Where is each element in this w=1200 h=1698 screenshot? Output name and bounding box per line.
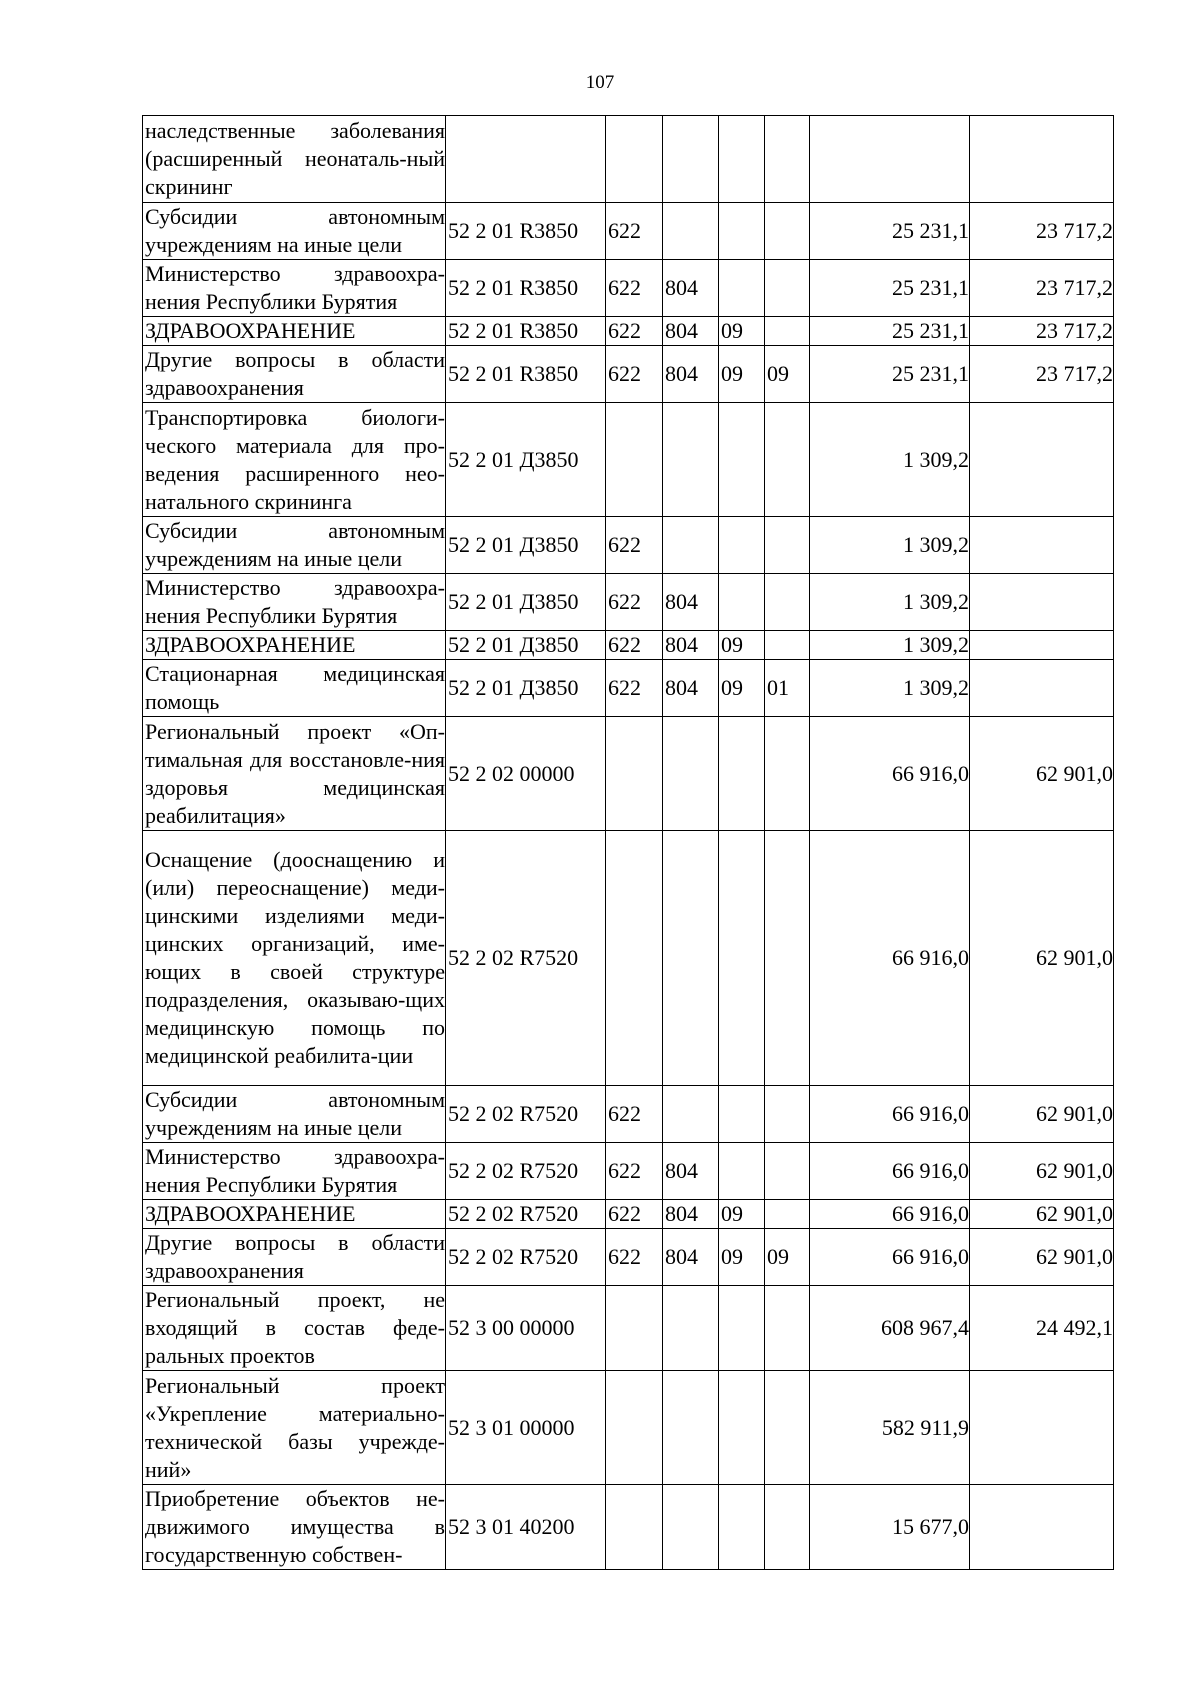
- row-rz-cell: [719, 574, 765, 631]
- row-code-cell: 52 2 01 Д3850: [446, 574, 606, 631]
- row-rz-cell: [719, 1371, 765, 1485]
- row-vr-cell: 622: [606, 203, 663, 260]
- row-amount-year2-cell: 62 901,0: [970, 831, 1114, 1086]
- row-pr-cell: [765, 1286, 810, 1371]
- table-row: [143, 1200, 1114, 1229]
- row-ved-cell: [663, 717, 719, 831]
- row-ved-cell: 804: [663, 631, 719, 660]
- row-pr-cell: [765, 631, 810, 660]
- row-pr-cell: [765, 1143, 810, 1200]
- row-pr-cell: [765, 1371, 810, 1485]
- row-rz-cell: [719, 1086, 765, 1143]
- row-rz-cell: [719, 1485, 765, 1570]
- row-ved-cell: 804: [663, 1200, 719, 1229]
- row-pr-cell: [765, 1485, 810, 1570]
- row-code-cell: [446, 116, 606, 203]
- row-amount-year1-cell: 66 916,0: [810, 1086, 970, 1143]
- row-amount-year2-cell: 23 717,2: [970, 203, 1114, 260]
- row-code-cell: 52 2 01 R3850: [446, 346, 606, 403]
- row-amount-year2-cell: [970, 574, 1114, 631]
- row-rz-cell: 09: [719, 1229, 765, 1286]
- table-row: [143, 403, 1114, 517]
- row-vr-cell: 622: [606, 1086, 663, 1143]
- row-rz-cell: 09: [719, 1200, 765, 1229]
- row-amount-year1-cell: 608 967,4: [810, 1286, 970, 1371]
- row-name-cell: Министерство здравоохра-нения Республики Бурятия: [143, 1143, 446, 1200]
- row-ved-cell: 804: [663, 1143, 719, 1200]
- table-row: [143, 346, 1114, 403]
- row-pr-cell: [765, 517, 810, 574]
- row-vr-cell: [606, 1485, 663, 1570]
- row-name-cell: Другие вопросы в области здравоохранения: [143, 346, 446, 403]
- table-row: [143, 517, 1114, 574]
- row-ved-cell: [663, 1286, 719, 1371]
- table-row: [143, 317, 1114, 346]
- row-vr-cell: 622: [606, 517, 663, 574]
- row-code-cell: 52 2 02 R7520: [446, 1200, 606, 1229]
- row-vr-cell: 622: [606, 1229, 663, 1286]
- row-amount-year2-cell: [970, 1371, 1114, 1485]
- row-ved-cell: [663, 517, 719, 574]
- row-amount-year2-cell: 62 901,0: [970, 1143, 1114, 1200]
- row-vr-cell: 622: [606, 660, 663, 717]
- row-amount-year2-cell: 62 901,0: [970, 1200, 1114, 1229]
- row-code-cell: 52 2 02 00000: [446, 717, 606, 831]
- row-pr-cell: 01: [765, 660, 810, 717]
- row-amount-year2-cell: [970, 403, 1114, 517]
- row-amount-year2-cell: [970, 1485, 1114, 1570]
- row-code-cell: 52 2 01 R3850: [446, 260, 606, 317]
- row-amount-year1-cell: 1 309,2: [810, 574, 970, 631]
- page-number: 107: [585, 72, 615, 93]
- row-pr-cell: [765, 317, 810, 346]
- row-amount-year2-cell: [970, 660, 1114, 717]
- row-ved-cell: [663, 1485, 719, 1570]
- row-amount-year2-cell: 23 717,2: [970, 260, 1114, 317]
- row-vr-cell: 622: [606, 574, 663, 631]
- row-pr-cell: 09: [765, 1229, 810, 1286]
- row-rz-cell: [719, 403, 765, 517]
- row-amount-year1-cell: 1 309,2: [810, 403, 970, 517]
- row-vr-cell: 622: [606, 1143, 663, 1200]
- row-name-cell: Региональный проект «Оп-тимальная для восстановле-ния здоровья медицинская реабилитация»: [143, 717, 446, 831]
- row-amount-year2-cell: 23 717,2: [970, 346, 1114, 403]
- row-amount-year2-cell: [970, 517, 1114, 574]
- row-amount-year2-cell: 62 901,0: [970, 1229, 1114, 1286]
- row-ved-cell: 804: [663, 260, 719, 317]
- row-rz-cell: [719, 517, 765, 574]
- row-pr-cell: [765, 403, 810, 517]
- row-vr-cell: [606, 717, 663, 831]
- row-amount-year2-cell: 23 717,2: [970, 317, 1114, 346]
- row-ved-cell: 804: [663, 317, 719, 346]
- table-row: [143, 1229, 1114, 1286]
- row-pr-cell: [765, 203, 810, 260]
- row-code-cell: 52 2 02 R7520: [446, 831, 606, 1086]
- row-name-cell: наследственные заболевания (расширенный неонаталь-ный скрининг: [143, 116, 446, 203]
- row-name-cell: Субсидии автономным учреждениям на иные цели: [143, 1086, 446, 1143]
- row-vr-cell: [606, 831, 663, 1086]
- row-code-cell: 52 2 02 R7520: [446, 1143, 606, 1200]
- row-rz-cell: [719, 116, 765, 203]
- table-row: [143, 831, 1114, 1086]
- row-vr-cell: [606, 403, 663, 517]
- row-name-cell: Субсидии автономным учреждениям на иные цели: [143, 203, 446, 260]
- row-name-cell: Другие вопросы в области здравоохранения: [143, 1229, 446, 1286]
- row-vr-cell: 622: [606, 317, 663, 346]
- row-ved-cell: 804: [663, 1229, 719, 1286]
- row-ved-cell: [663, 1086, 719, 1143]
- row-amount-year1-cell: 1 309,2: [810, 631, 970, 660]
- row-code-cell: 52 2 01 R3850: [446, 317, 606, 346]
- row-rz-cell: 09: [719, 631, 765, 660]
- row-vr-cell: 622: [606, 346, 663, 403]
- row-amount-year1-cell: 66 916,0: [810, 1143, 970, 1200]
- row-ved-cell: [663, 116, 719, 203]
- row-code-cell: 52 2 02 R7520: [446, 1229, 606, 1286]
- row-rz-cell: 09: [719, 660, 765, 717]
- table-row: [143, 1086, 1114, 1143]
- row-code-cell: 52 2 01 Д3850: [446, 660, 606, 717]
- row-code-cell: 52 3 00 00000: [446, 1286, 606, 1371]
- row-ved-cell: [663, 203, 719, 260]
- table-row: [143, 1485, 1114, 1570]
- row-amount-year1-cell: 66 916,0: [810, 831, 970, 1086]
- row-ved-cell: [663, 1371, 719, 1485]
- row-rz-cell: 09: [719, 346, 765, 403]
- row-code-cell: 52 2 01 Д3850: [446, 631, 606, 660]
- row-name-cell: ЗДРАВООХРАНЕНИЕ: [143, 317, 446, 346]
- table-row: [143, 1286, 1114, 1371]
- row-ved-cell: 804: [663, 660, 719, 717]
- row-name-cell: Транспортировка биологи-ческого материала для про-ведения расширенного нео-натального скрининга: [143, 403, 446, 517]
- table-row: [143, 260, 1114, 317]
- table-row: [143, 203, 1114, 260]
- row-name-cell: ЗДРАВООХРАНЕНИЕ: [143, 1200, 446, 1229]
- row-amount-year1-cell: 25 231,1: [810, 346, 970, 403]
- row-pr-cell: [765, 1086, 810, 1143]
- budget-table: [142, 115, 1114, 1570]
- row-amount-year2-cell: 24 492,1: [970, 1286, 1114, 1371]
- row-rz-cell: [719, 831, 765, 1086]
- row-pr-cell: [765, 116, 810, 203]
- row-amount-year1-cell: 15 677,0: [810, 1485, 970, 1570]
- row-vr-cell: 622: [606, 631, 663, 660]
- row-name-cell: Стационарная медицинская помощь: [143, 660, 446, 717]
- row-code-cell: 52 2 02 R7520: [446, 1086, 606, 1143]
- row-ved-cell: 804: [663, 346, 719, 403]
- table-row: [143, 1371, 1114, 1485]
- row-amount-year1-cell: 66 916,0: [810, 717, 970, 831]
- row-vr-cell: 622: [606, 260, 663, 317]
- row-pr-cell: [765, 717, 810, 831]
- row-rz-cell: [719, 1143, 765, 1200]
- table-row: [143, 631, 1114, 660]
- row-code-cell: 52 3 01 40200: [446, 1485, 606, 1570]
- row-rz-cell: [719, 260, 765, 317]
- row-vr-cell: [606, 116, 663, 203]
- row-vr-cell: [606, 1371, 663, 1485]
- row-code-cell: 52 2 01 Д3850: [446, 517, 606, 574]
- row-ved-cell: [663, 831, 719, 1086]
- row-rz-cell: [719, 1286, 765, 1371]
- table-row: [143, 717, 1114, 831]
- row-code-cell: 52 2 01 Д3850: [446, 403, 606, 517]
- row-name-cell: Региональный проект, не входящий в состав феде-ральных проектов: [143, 1286, 446, 1371]
- row-amount-year2-cell: 62 901,0: [970, 717, 1114, 831]
- row-amount-year2-cell: 62 901,0: [970, 1086, 1114, 1143]
- row-rz-cell: [719, 717, 765, 831]
- row-name-cell: Приобретение объектов не-движимого имущества в государственную собствен-: [143, 1485, 446, 1570]
- row-ved-cell: [663, 403, 719, 517]
- row-code-cell: 52 2 01 R3850: [446, 203, 606, 260]
- row-amount-year1-cell: 25 231,1: [810, 203, 970, 260]
- row-name-cell: Субсидии автономным учреждениям на иные цели: [143, 517, 446, 574]
- row-amount-year1-cell: 582 911,9: [810, 1371, 970, 1485]
- row-name-cell: Министерство здравоохра-нения Республики Бурятия: [143, 260, 446, 317]
- row-name-cell: Министерство здравоохра-нения Республики Бурятия: [143, 574, 446, 631]
- row-amount-year1-cell: [810, 116, 970, 203]
- table-body: [143, 116, 1114, 1570]
- row-amount-year1-cell: 1 309,2: [810, 660, 970, 717]
- row-ved-cell: 804: [663, 574, 719, 631]
- row-amount-year2-cell: [970, 116, 1114, 203]
- row-pr-cell: [765, 831, 810, 1086]
- table-row: [143, 116, 1114, 203]
- row-vr-cell: [606, 1286, 663, 1371]
- row-rz-cell: [719, 203, 765, 260]
- table-row: [143, 574, 1114, 631]
- row-amount-year1-cell: 66 916,0: [810, 1200, 970, 1229]
- table-row: [143, 1143, 1114, 1200]
- row-vr-cell: 622: [606, 1200, 663, 1229]
- row-code-cell: 52 3 01 00000: [446, 1371, 606, 1485]
- row-amount-year1-cell: 25 231,1: [810, 317, 970, 346]
- row-pr-cell: [765, 260, 810, 317]
- row-name-cell: Региональный проект «Укрепление материально-технической базы учрежде-ний»: [143, 1371, 446, 1485]
- row-name-cell: ЗДРАВООХРАНЕНИЕ: [143, 631, 446, 660]
- row-pr-cell: 09: [765, 346, 810, 403]
- row-amount-year1-cell: 66 916,0: [810, 1229, 970, 1286]
- table-row: [143, 660, 1114, 717]
- row-amount-year1-cell: 25 231,1: [810, 260, 970, 317]
- row-amount-year1-cell: 1 309,2: [810, 517, 970, 574]
- row-pr-cell: [765, 574, 810, 631]
- row-amount-year2-cell: [970, 631, 1114, 660]
- row-rz-cell: 09: [719, 317, 765, 346]
- row-name-cell: Оснащение (дооснащению и (или) переоснащение) меди-цинскими изделиями меди-цинских организаций, име-ющих в своей структуре подразделения, оказываю-щих медицинскую помощь по медицинской реабилита-ции: [143, 831, 446, 1086]
- row-pr-cell: [765, 1200, 810, 1229]
